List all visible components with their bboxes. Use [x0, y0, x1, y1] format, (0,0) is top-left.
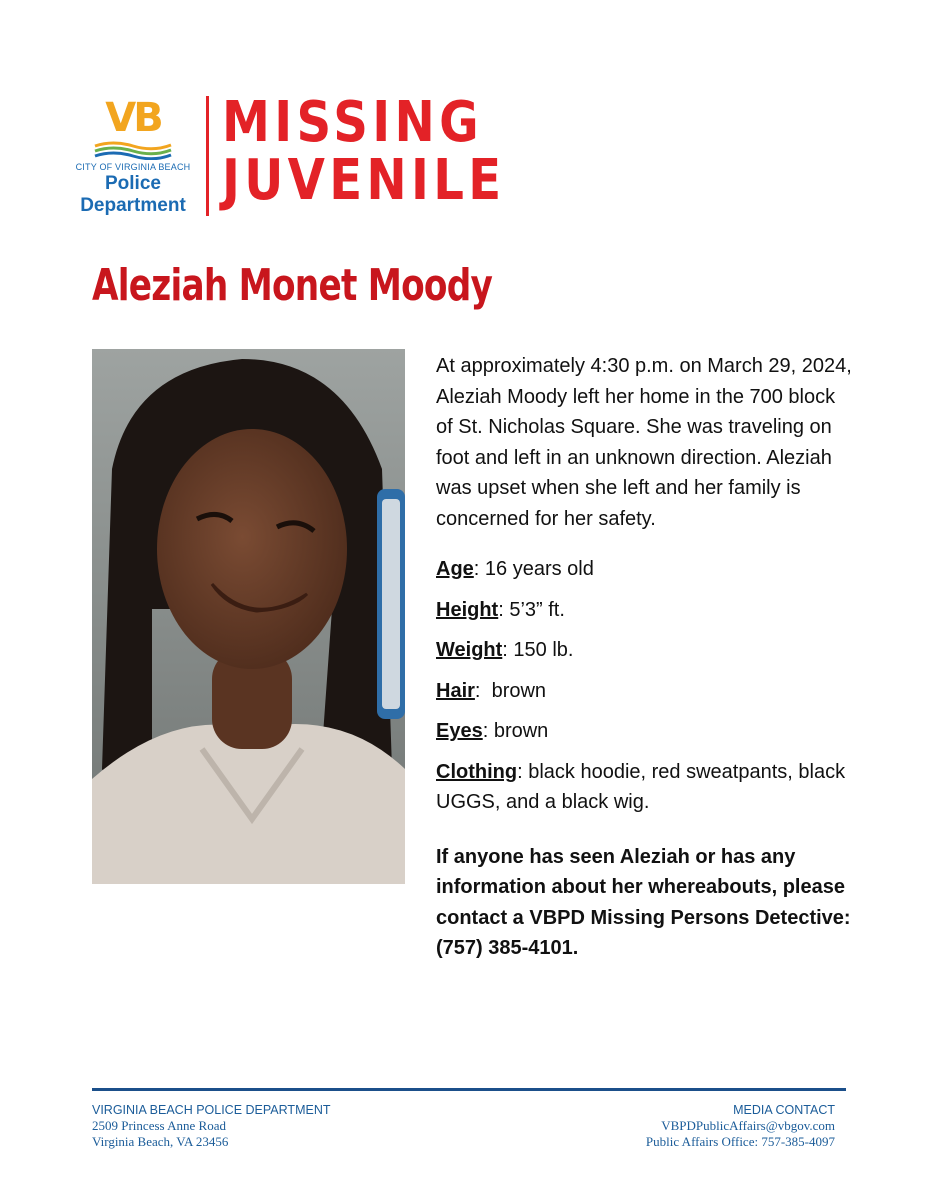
person-photo: [92, 349, 405, 884]
address-line-2: Virginia Beach, VA 23456: [92, 1134, 229, 1149]
footer-divider: [92, 1088, 846, 1091]
detail-value: : 16 years old: [473, 558, 594, 580]
detail-label: Clothing: [436, 760, 518, 783]
logo-waves-icon: [93, 140, 173, 160]
logo-department-text: Department: [80, 195, 186, 216]
detail-eyes: [436, 716, 856, 747]
contact-call-to-action: If anyone has seen Aleziah or has any information about her whereabouts, please contact a VBPD Missing Persons Detective: (757) 385-4101.: [436, 845, 851, 959]
details-section: [436, 351, 856, 984]
person-name: Aleziah Monet Moody: [92, 260, 493, 311]
public-affairs-phone: Public Affairs Office: 757-385-4097: [645, 1134, 835, 1149]
portrait-illustration: [92, 349, 405, 884]
detail-label: Hair: [436, 679, 475, 702]
detail-value: : brown: [474, 679, 547, 702]
police-department-logo: [70, 95, 196, 217]
detail-label: Height: [436, 598, 499, 621]
detail-height: [436, 595, 856, 626]
detail-value: : brown: [482, 720, 549, 742]
headline-juvenile: JUVENILE: [222, 148, 506, 213]
media-email[interactable]: VBPDPublicAffairs@vbgov.com: [661, 1118, 835, 1133]
detail-label: Weight: [436, 639, 503, 661]
logo-city-line: CITY OF VIRGINIA BEACH: [75, 162, 191, 172]
headline-missing: MISSING: [222, 90, 483, 155]
media-contact-heading: MEDIA CONTACT: [733, 1103, 835, 1117]
detail-clothing: [436, 757, 856, 818]
incident-narrative: At approximately 4:30 p.m. on March 29, 2024, Aleziah Moody left her home in the 700 block of St. Nicholas Square. She was traveling on foot and left in an unknown direction. Aleziah was upset when she left and her family is concerned for her safety.: [436, 355, 852, 530]
detail-weight: [436, 635, 856, 666]
detail-label: Eyes: [436, 720, 483, 742]
department-name: VIRGINIA BEACH POLICE DEPARTMENT: [92, 1103, 331, 1117]
detail-value: : 150 lb.: [502, 639, 574, 661]
detail-age: [436, 554, 856, 585]
detail-hair: [436, 676, 856, 707]
media-contact: [646, 1102, 835, 1150]
detail-value: : black hoodie, red sweatpants, black UGGS, and a black wig.: [436, 760, 846, 813]
logo-vb-mark: VB: [105, 95, 161, 141]
detail-value: : 5’3” ft.: [498, 598, 565, 621]
header-divider: [206, 96, 209, 216]
logo-police-text: Police: [105, 173, 161, 194]
detail-label: Age: [436, 558, 474, 580]
department-address: [92, 1102, 330, 1150]
alert-headline: [222, 90, 506, 213]
address-line-1: 2509 Princess Anne Road: [92, 1118, 226, 1133]
